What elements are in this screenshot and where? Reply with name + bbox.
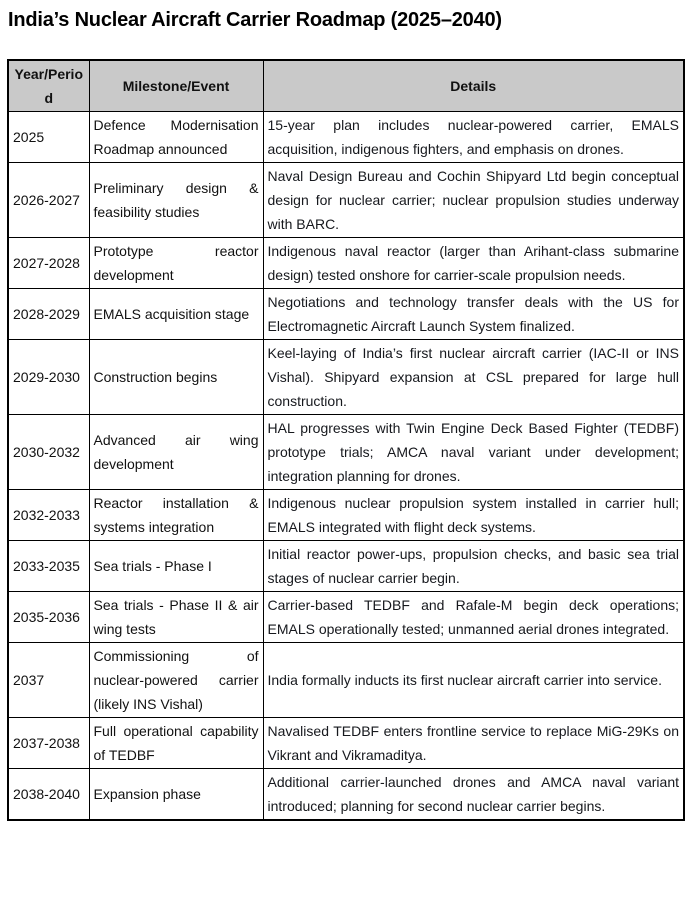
milestone-cell: Full operational capability of TEDBF <box>89 718 263 769</box>
year-cell: 2038-2040 <box>8 769 89 821</box>
table-header <box>8 60 684 112</box>
table-row <box>8 490 684 541</box>
year-cell: 2037-2038 <box>8 718 89 769</box>
year-cell: 2030-2032 <box>8 415 89 490</box>
table-row <box>8 415 684 490</box>
roadmap-table <box>7 59 685 821</box>
table-row <box>8 112 684 163</box>
details-cell: Negotiations and technology transfer deals with the US for Electromagnetic Aircraft Launch System finalized. <box>263 289 684 340</box>
column-header-milestone-event: Milestone/Event <box>89 60 263 112</box>
year-cell: 2029-2030 <box>8 340 89 415</box>
milestone-cell: Reactor installation & systems integration <box>89 490 263 541</box>
page-title: India’s Nuclear Aircraft Carrier Roadmap (2025–2040) <box>8 9 502 31</box>
year-cell: 2035-2036 <box>8 592 89 643</box>
year-cell: 2026-2027 <box>8 163 89 238</box>
table-body <box>8 112 684 821</box>
milestone-cell: Construction begins <box>89 340 263 415</box>
details-cell: Additional carrier-launched drones and AMCA naval variant introduced; planning for second nuclear carrier begins. <box>263 769 684 821</box>
milestone-cell: Advanced air wing development <box>89 415 263 490</box>
milestone-cell: Sea trials - Phase I <box>89 541 263 592</box>
milestone-cell: Sea trials - Phase II & air wing tests <box>89 592 263 643</box>
details-cell: Navalised TEDBF enters frontline service to replace MiG-29Ks on Vikrant and Vikramaditya. <box>263 718 684 769</box>
table-header-row <box>8 60 684 112</box>
table-row <box>8 541 684 592</box>
details-cell: Initial reactor power-ups, propulsion checks, and basic sea trial stages of nuclear carrier begin. <box>263 541 684 592</box>
milestone-cell: Defence Modernisation Roadmap announced <box>89 112 263 163</box>
details-cell: 15-year plan includes nuclear-powered carrier, EMALS acquisition, indigenous fighters, and emphasis on drones. <box>263 112 684 163</box>
table-row <box>8 769 684 821</box>
milestone-cell: EMALS acquisition stage <box>89 289 263 340</box>
table-row <box>8 643 684 718</box>
details-cell: India formally inducts its first nuclear aircraft carrier into service. <box>263 643 684 718</box>
milestone-cell: Prototype reactor development <box>89 238 263 289</box>
table-row <box>8 163 684 238</box>
year-cell: 2033-2035 <box>8 541 89 592</box>
column-header-year-period: Year/Period <box>8 60 89 112</box>
milestone-cell: Expansion phase <box>89 769 263 821</box>
year-cell: 2025 <box>8 112 89 163</box>
year-cell: 2027-2028 <box>8 238 89 289</box>
table-row <box>8 340 684 415</box>
column-header-details: Details <box>263 60 684 112</box>
table-row <box>8 238 684 289</box>
milestone-cell: Preliminary design & feasibility studies <box>89 163 263 238</box>
details-cell: Keel-laying of India’s first nuclear aircraft carrier (IAC-II or INS Vishal). Shipyard expansion at CSL prepared for large hull construction. <box>263 340 684 415</box>
year-cell: 2037 <box>8 643 89 718</box>
details-cell: HAL progresses with Twin Engine Deck Based Fighter (TEDBF) prototype trials; AMCA naval variant under development; integration planning for drones. <box>263 415 684 490</box>
details-cell: Indigenous naval reactor (larger than Arihant-class submarine design) tested onshore for carrier-scale propulsion needs. <box>263 238 684 289</box>
table-row <box>8 592 684 643</box>
details-cell: Naval Design Bureau and Cochin Shipyard Ltd begin conceptual design for nuclear carrier; nuclear propulsion studies underway with BARC. <box>263 163 684 238</box>
details-cell: Indigenous nuclear propulsion system installed in carrier hull; EMALS integrated with flight deck systems. <box>263 490 684 541</box>
details-cell: Carrier-based TEDBF and Rafale-M begin deck operations; EMALS operationally tested; unmanned aerial drones integrated. <box>263 592 684 643</box>
year-cell: 2028-2029 <box>8 289 89 340</box>
year-cell: 2032-2033 <box>8 490 89 541</box>
table-row <box>8 718 684 769</box>
table-row <box>8 289 684 340</box>
milestone-cell: Commissioning of nuclear-powered carrier (likely INS Vishal) <box>89 643 263 718</box>
